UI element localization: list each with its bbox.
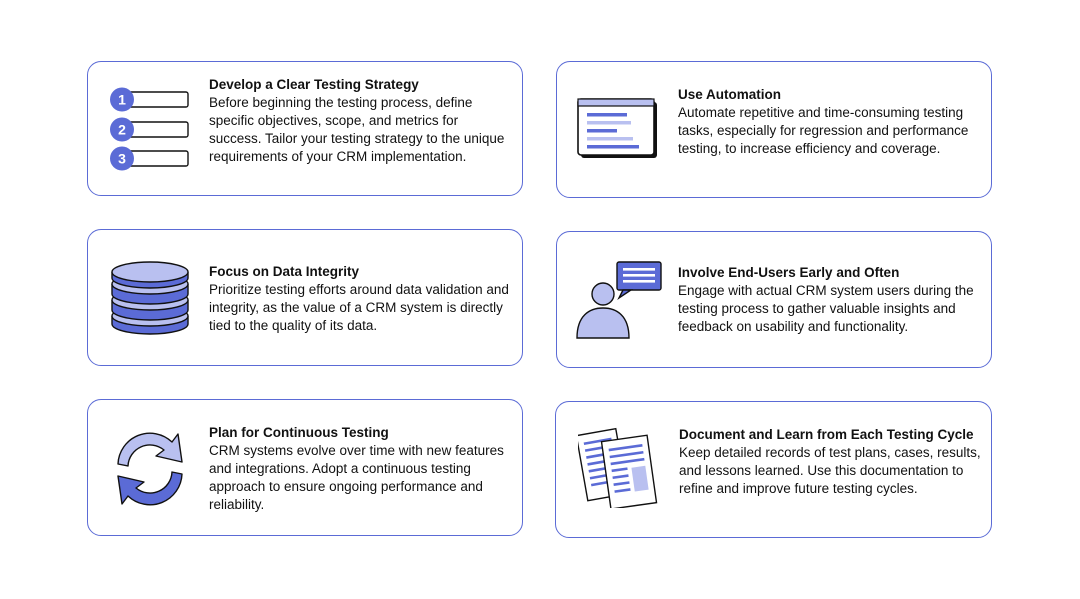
card-data-integrity (87, 229, 523, 366)
card-body: Prioritize testing efforts around data validation and integrity, as the value of a CRM system is directly tied to the quality of its data. (209, 282, 509, 333)
step-number-3: 3 (118, 150, 126, 167)
card-title: Use Automation (678, 87, 782, 102)
automation-window-icon (577, 98, 659, 160)
refresh-cycle-icon (110, 428, 190, 510)
card-body: Automate repetitive and time-consuming testing tasks, especially for regression and performance testing, to increase efficiency and coverage. (678, 105, 969, 156)
card-body: Engage with actual CRM system users during the testing process to gather valuable insights and feedback on usability and functionality. (678, 283, 974, 334)
card-title: Document and Learn from Each Testing Cycle (679, 427, 974, 442)
card-title: Focus on Data Integrity (209, 264, 360, 279)
user-feedback-icon (575, 260, 663, 340)
database-icon (110, 260, 190, 336)
card-title: Develop a Clear Testing Strategy (209, 77, 419, 92)
card-title: Plan for Continuous Testing (209, 425, 389, 440)
documents-icon (578, 426, 658, 508)
step-number-2: 2 (118, 121, 126, 138)
card-body: CRM systems evolve over time with new features and integrations. Adopt a continuous testing approach to ensure ongoing performance and reliability. (209, 443, 504, 512)
card-automation (556, 61, 992, 198)
card-testing-strategy (87, 61, 523, 196)
card-body: Keep detailed records of test plans, cases, results, and lessons learned. Use this documentation to refine and improve future testing cycles. (679, 445, 981, 496)
card-continuous-testing (87, 399, 523, 536)
step-number-1: 1 (118, 91, 126, 108)
numbered-list-icon (108, 86, 192, 172)
card-title: Involve End-Users Early and Often (678, 265, 900, 280)
card-end-users (556, 231, 992, 368)
card-documentation (555, 401, 992, 538)
card-body: Before beginning the testing process, define specific objectives, scope, and metrics for success. Tailor your testing strategy to the unique requirements of your CRM implementation. (209, 95, 505, 164)
